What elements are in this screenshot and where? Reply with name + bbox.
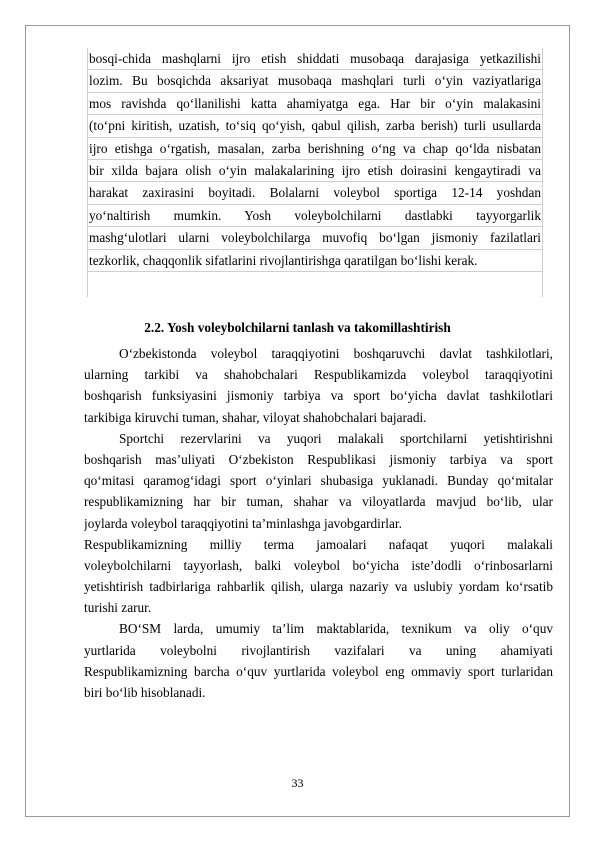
text-line: joylarda voleybol taraqqiyotini ta’minlashga javobgardirlar. <box>84 515 402 531</box>
text-line: yurtlarida voleybolni rivojlantirish vazifalari va uning ahamiyati <box>84 642 553 658</box>
boxed-line: yo‘naltirish mumkin. Yosh voleybolchilarni dastlabki tayyorgarlik <box>87 205 543 227</box>
boxed-line: (to‘pni kiritish, uzatish, to‘siq qo‘yish, qabul qilish, zarba berish) turli usullarda <box>87 115 543 137</box>
text-line: qo‘mitasi qaramog‘idagi sport o‘yinlari shubasiga yuklanadi. Bunday qo‘mitalar <box>84 473 553 489</box>
text-line: biri bo‘lib hisoblanadi. <box>84 685 206 700</box>
text-line: respublikamizning har bir tuman, shahar va viloyatlarda mavjud bo‘lib, ular <box>84 494 553 510</box>
boxed-line: lozim. Bu bosqichda aksariyat musobaqa mashqlari turli o‘yin vaziyatlariga <box>87 70 543 92</box>
text-line: Sportchi rezervlarini va yuqori malakali sportchilarni yetishtirishni <box>119 430 553 446</box>
body-text <box>84 343 553 703</box>
boxed-line: mos ravishda qo‘llanilishi katta ahamiyatga ega. Har bir o‘yin malakasini <box>87 93 543 115</box>
text-line: ularning tarkibi va shahobchalari Respublikamizda voleybol taraqqiyotini <box>84 367 553 383</box>
text-line: turishi zarur. <box>84 600 152 616</box>
boxed-line: mashg‘ulotlari ularni voleybolchilarga muvofiq bo‘lgan jismoniy fazilatlari <box>87 227 543 249</box>
boxed-line: bir xilda bajara olish o‘yin malakalarining ijro etish doirasini kengaytiradi va <box>87 160 543 182</box>
paragraph <box>84 343 553 428</box>
boxed-line: ijro etishga o‘rgatish, masalan, zarba berishning o‘ng va chap qo‘lda nisbatan <box>87 138 543 160</box>
paragraph <box>84 618 553 703</box>
text-line: Respublikamizning barcha o‘quv yurtlarida voleybol eng ommaviy sport turlaridan <box>84 663 553 679</box>
text-line: tarkibiga kiruvchi tuman, shahar, viloyat shahobchalari bajaradi. <box>84 409 427 425</box>
text-line: voleybolchilarni tayyorlash, balki voleybol bo‘yicha iste’dodli o‘rinbosarlarni <box>84 557 553 573</box>
boxed-line: harakat zaxirasini boyitadi. Bolalarni voleybol sportiga 12-14 yoshdan <box>87 182 543 204</box>
section-heading: 2.2. Yosh voleybolchilarni tanlash va takomillashtirish <box>144 320 451 335</box>
paragraph <box>84 428 553 534</box>
boxed-line: tezkorlik, chaqqonlik sifatlarini rivojlantirishga qaratilgan bo‘lishi kerak. <box>87 250 543 272</box>
text-line: BO‘SM larda, umumiy ta’lim maktablarida, texnikum va oliy o‘quv <box>119 621 553 637</box>
text-line: Respublikamizning milliy terma jamoalari nafaqat yuqori malakali <box>84 536 553 552</box>
paragraph <box>84 534 553 619</box>
boxed-paragraph <box>87 48 543 272</box>
text-line: yetishtirish tadbirlariga rahbarlik qilish, ularga nazariy va uslubiy yordam ko‘rsatib <box>84 579 553 595</box>
text-line: O‘zbekistonda voleybol taraqqiyotini boshqaruvchi davlat tashkilotlari, <box>119 346 553 361</box>
text-line: boshqarish mas’uliyati O‘zbekiston Respublikasi jismoniy tarbiya va sport <box>84 451 553 467</box>
text-line: boshqarish funksiyasini jismoniy tarbiya va sport bo‘yicha davlat tashkilotlari <box>84 388 553 404</box>
page-number: 33 <box>291 776 304 790</box>
boxed-line: bosqi-chida mashqlarni ijro etish shiddati musobaqa darajasiga yetkazilishi <box>87 48 543 70</box>
